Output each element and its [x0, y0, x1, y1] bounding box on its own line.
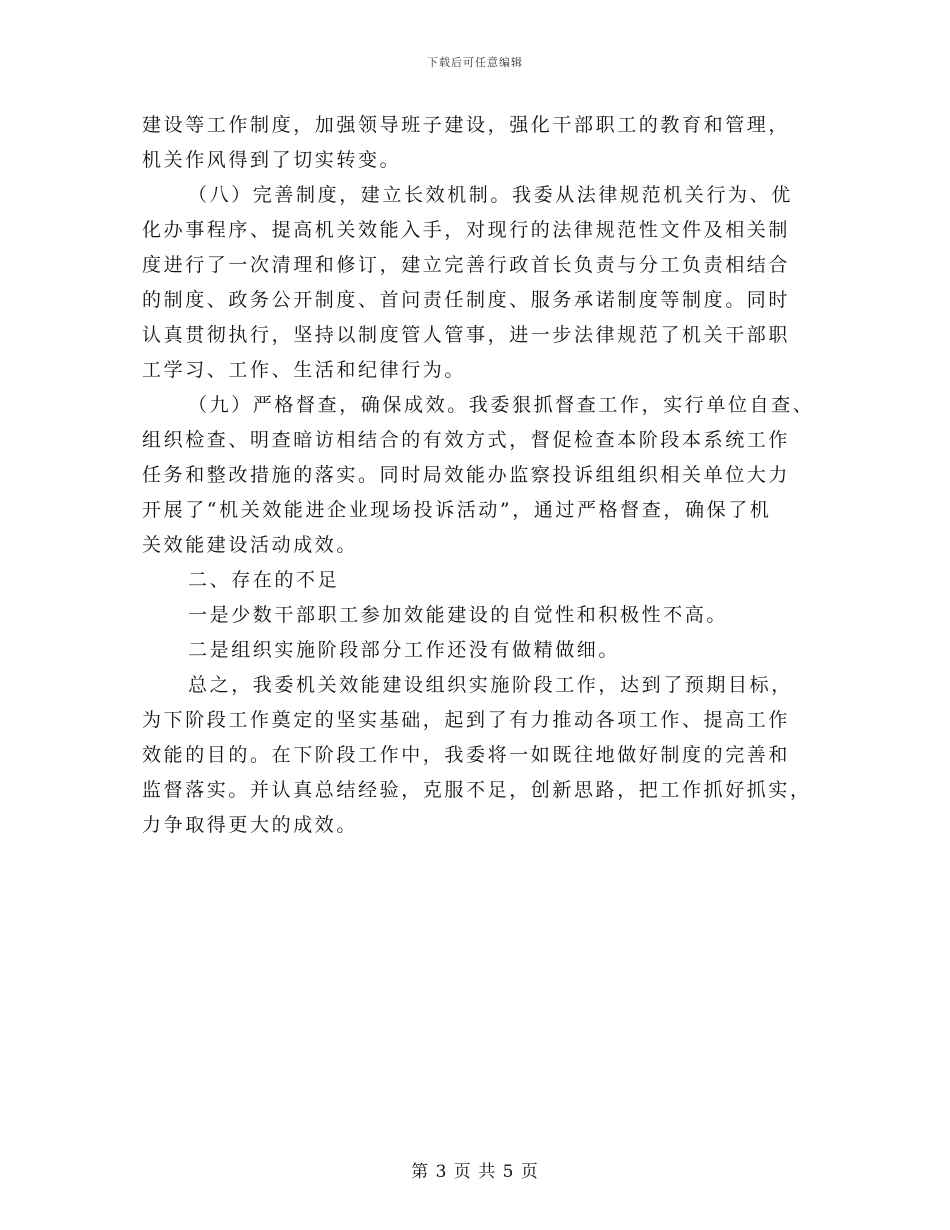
text-line: 认真贯彻执行，坚持以制度管人管事，进一步法律规范了机关干部职	[142, 324, 791, 346]
text-line: 监督落实。并认真总结经验，克服不足，创新思路，把工作抓好抓实，	[142, 779, 812, 801]
text-line: 总之，我委机关效能建设组织实施阶段工作，达到了预期目标，	[188, 674, 793, 696]
text-line: 组织检查、明查暗访相结合的有效方式，督促检查本阶段本系统工作	[142, 429, 791, 451]
text-line: 度进行了一次清理和修订，建立完善行政首长负责与分工负责相结合	[142, 254, 791, 276]
text-line: （八）完善制度，建立长效机制。我委从法律规范机关行为、优	[188, 184, 793, 206]
text-line: 开展了“机关效能进企业现场投诉活动”，通过严格督查，确保了机	[142, 499, 772, 521]
text-line: 二、存在的不足	[188, 569, 340, 591]
text-line: （九）严格督查，确保成效。我委狠抓督查工作，实行单位自查、	[188, 394, 815, 416]
text-line: 任务和整改措施的落实。同时局效能办监察投诉组组织相关单位大力	[142, 464, 791, 486]
text-line: 工学习、工作、生活和纪律行为。	[142, 359, 467, 381]
document-body	[142, 108, 822, 843]
text-line: 效能的目的。在下阶段工作中，我委将一如既往地做好制度的完善和	[142, 744, 791, 766]
page-header: 下载后可任意编辑	[427, 56, 523, 69]
text-line: 力争取得更大的成效。	[142, 814, 359, 836]
text-line: 一是少数干部职工参加效能建设的自觉性和积极性不高。	[188, 604, 729, 626]
page-footer: 第 3 页 共 5 页	[411, 1162, 539, 1182]
text-line: 化办事程序、提高机关效能入手，对现行的法律规范性文件及相关制	[142, 219, 791, 241]
text-line: 机关作风得到了切实转变。	[142, 149, 402, 171]
text-line: 关效能建设活动成效。	[142, 534, 359, 556]
text-line: 二是组织实施阶段部分工作还没有做精做细。	[188, 639, 621, 661]
text-line: 为下阶段工作奠定的坚实基础，起到了有力推动各项工作、提高工作	[142, 709, 791, 731]
text-line: 建设等工作制度，加强领导班子建设，强化干部职工的教育和管理，	[142, 114, 791, 136]
text-line: 的制度、政务公开制度、首问责任制度、服务承诺制度等制度。同时	[142, 289, 791, 311]
